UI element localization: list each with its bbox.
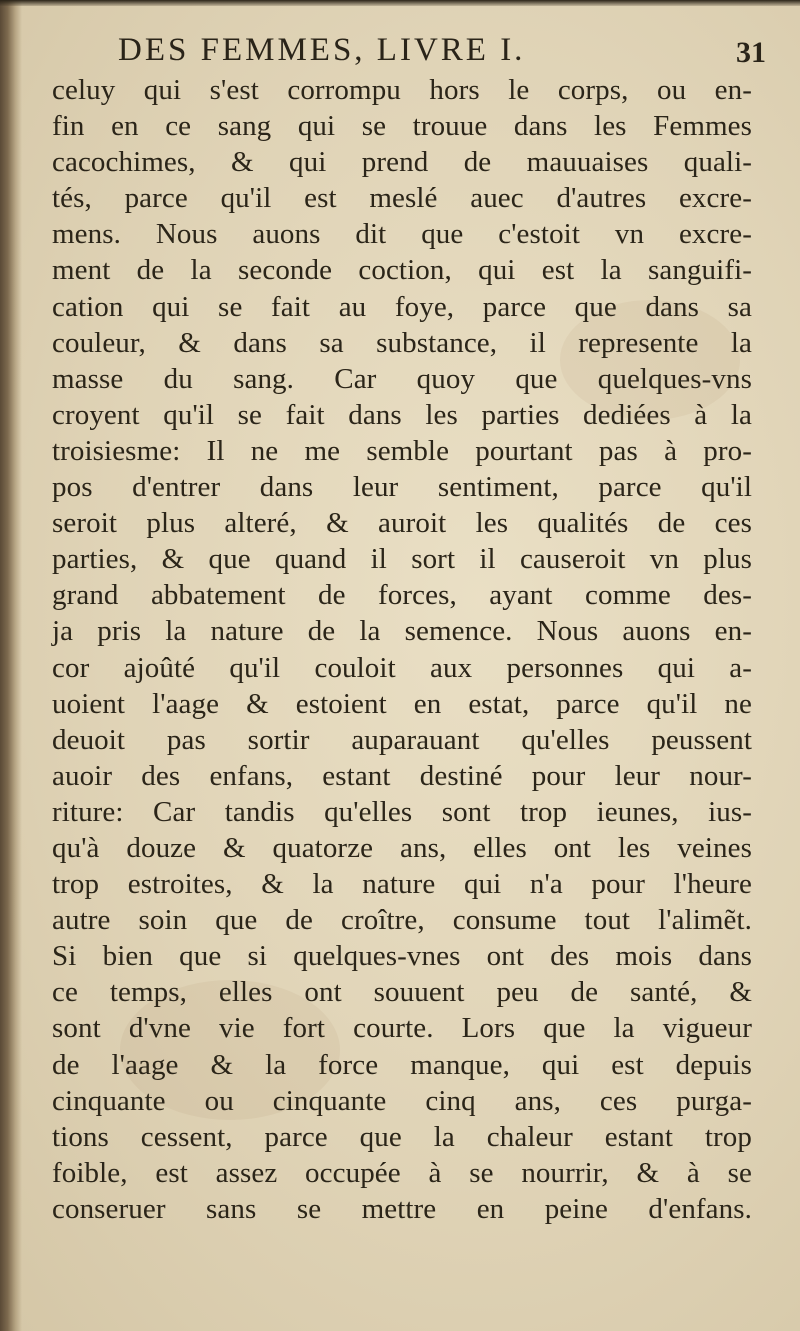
text-line: sont d'vne vie fort courte. Lors que la vigueur [52, 1012, 752, 1045]
text-line: foible, est assez occupée à se nourrir, & à se [52, 1156, 752, 1189]
text-line: Si bien que si quelques-vnes ont des mois dans [52, 940, 752, 973]
text-line: grand abbatement de forces, ayant comme des- [52, 579, 752, 612]
text-line: couleur, & dans sa substance, il represente la [52, 326, 752, 359]
text-line: cation qui se fait au foye, parce que dans sa [52, 290, 752, 323]
page-number: 31 [736, 36, 766, 69]
text-line: tions cessent, parce que la chaleur estant trop [52, 1120, 752, 1153]
text-line: ment de la seconde coction, qui est la sanguifi- [52, 254, 752, 287]
text-line: masse du sang. Car quoy que quelques-vns [52, 362, 752, 395]
text-line: parties, & que quand il sort il causeroit vn plus [52, 543, 752, 576]
text-line: deuoit pas sortir auparauant qu'elles peussent [52, 723, 752, 756]
text-line: troisiesme: Il ne me semble pourtant pas à pro- [52, 434, 752, 467]
text-line: conseruer sans se mettre en peine d'enfans. [52, 1192, 752, 1225]
text-line: autre soin que de croître, consume tout l'alimẽt. [52, 904, 752, 937]
text-line: trop estroites, & la nature qui n'a pour l'heure [52, 868, 752, 901]
text-line: de l'aage & la force manque, qui est depuis [52, 1048, 752, 1081]
text-line: celuy qui s'est corrompu hors le corps, ou en- [52, 74, 752, 106]
text-line: pos d'entrer dans leur sentiment, parce qu'il [52, 471, 752, 504]
text-line: croyent qu'il se fait dans les parties dediées à la [52, 398, 752, 431]
spine-shadow [0, 0, 22, 1331]
running-title: DES FEMMES, LIVRE I. [118, 32, 526, 68]
text-line: ja pris la nature de la semence. Nous auons en- [52, 615, 752, 648]
text-line: qu'à douze & quatorze ans, elles ont les veines [52, 831, 752, 864]
text-line: fin en ce sang qui se trouue dans les Femmes [52, 110, 752, 143]
text-line: riture: Car tandis qu'elles sont trop ieunes, ius- [52, 795, 752, 828]
text-line: mens. Nous auons dit que c'estoit vn excre- [52, 218, 752, 251]
text-line: tés, parce qu'il est meslé auec d'autres excre- [52, 182, 752, 215]
text-line: auoir des enfans, estant destiné pour leur nour- [52, 759, 752, 792]
page-top-edge [0, 0, 800, 6]
text-line: cacochimes, & qui prend de mauuaises quali- [52, 146, 752, 179]
text-line: seroit plus alteré, & auroit les qualités de ces [52, 507, 752, 540]
text-line: cor ajoûté qu'il couloit aux personnes qui a- [52, 651, 752, 684]
body-text [52, 72, 752, 1227]
text-line: ce temps, elles ont souuent peu de santé, & [52, 976, 752, 1009]
text-line: uoient l'aage & estoient en estat, parce qu'il ne [52, 687, 752, 720]
text-line: cinquante ou cinquante cinq ans, ces purga- [52, 1084, 752, 1117]
